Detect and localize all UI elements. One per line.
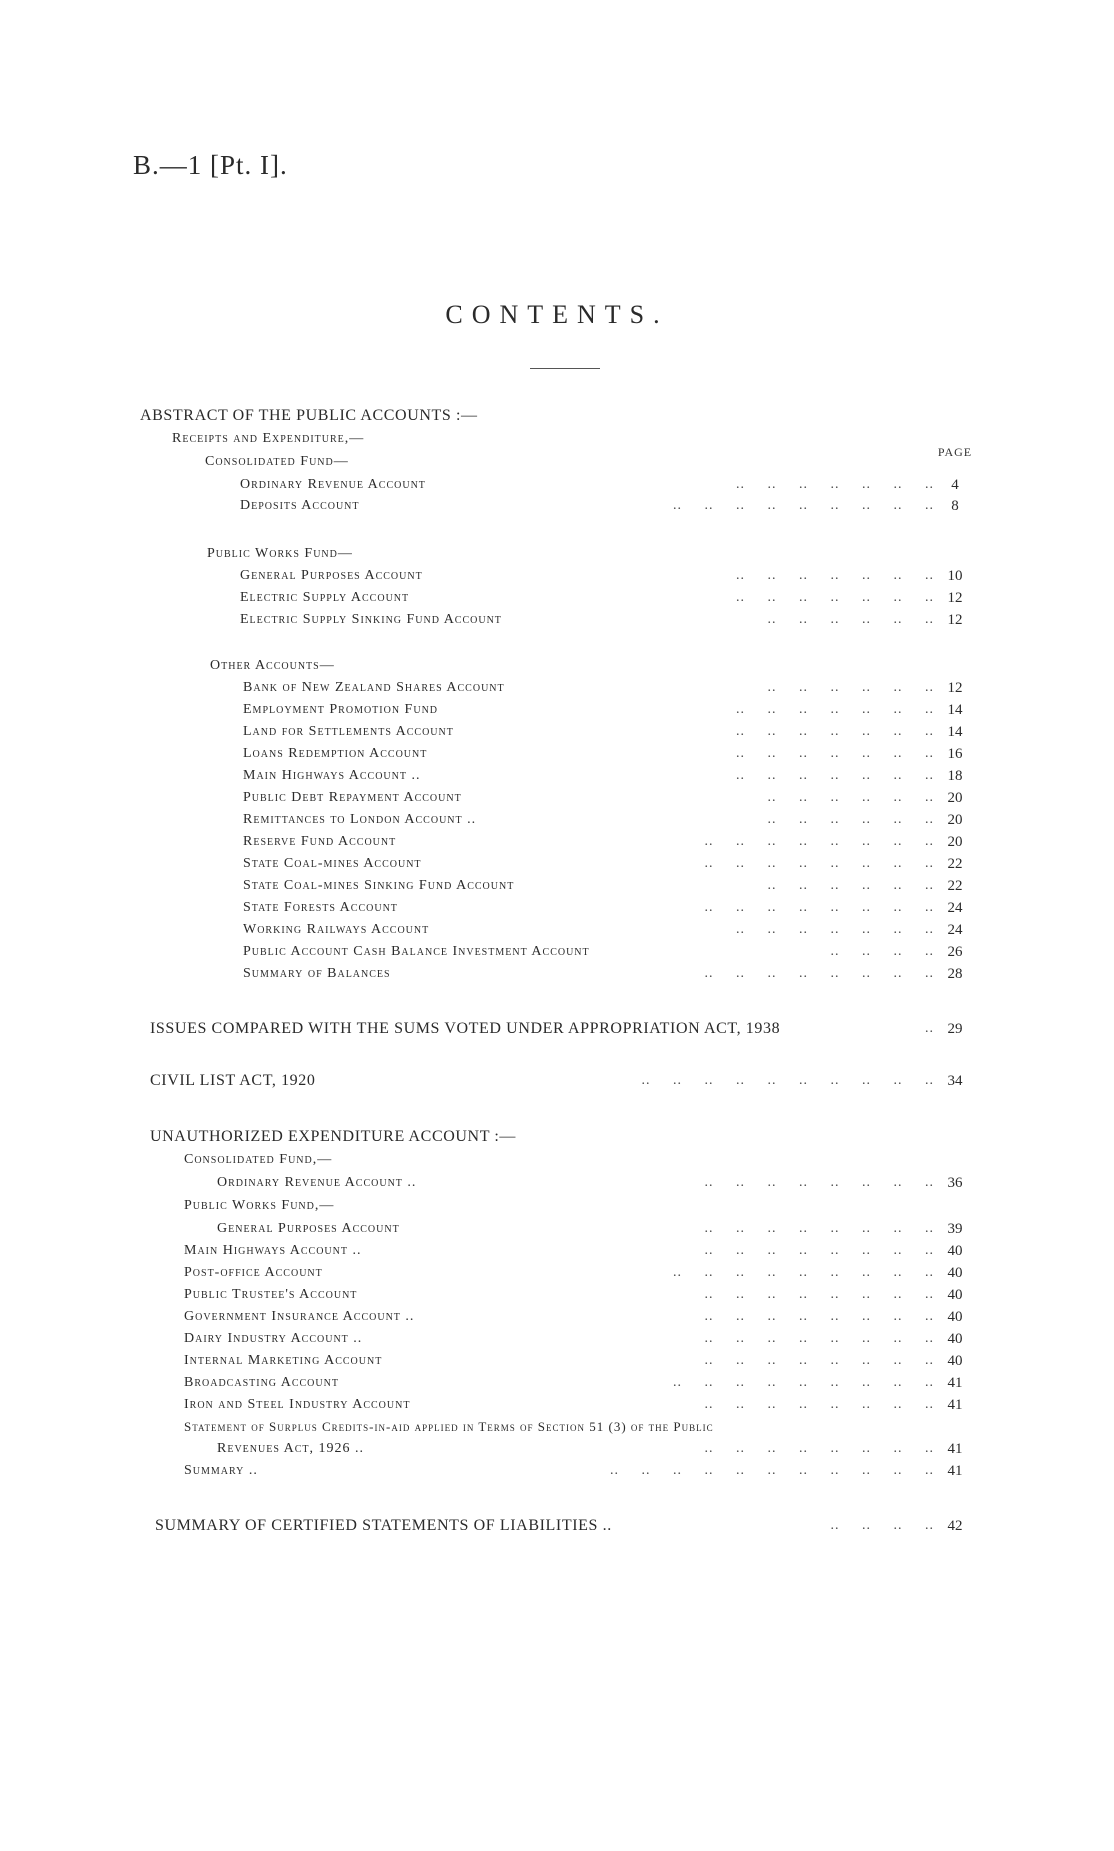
toc-page-number: 34 (947, 1073, 963, 1089)
toc-page-number: 8 (951, 498, 959, 514)
toc-page-number: 41 (947, 1441, 963, 1457)
toc-page-number: 20 (947, 790, 963, 806)
toc-entry[interactable] (0, 587, 1114, 609)
dot-leaders: .. .. .. .. .. .. (767, 680, 934, 695)
toc-entry[interactable] (0, 1460, 1114, 1482)
toc-section-heading: CIVIL LIST ACT, 1920 (150, 1072, 316, 1089)
toc-entry[interactable] (0, 1218, 1114, 1240)
toc-entry (0, 655, 1114, 677)
dot-leaders: .. .. .. .. .. .. .. .. (704, 1287, 934, 1302)
dot-leaders: .. .. .. .. .. .. .. (736, 724, 934, 739)
toc-entry-label: Internal Marketing Account (184, 1353, 383, 1368)
toc-page-number: 40 (947, 1309, 963, 1325)
toc-entry[interactable] (0, 495, 1114, 517)
toc-page-number: 40 (947, 1243, 963, 1259)
toc-entry[interactable] (0, 743, 1114, 765)
toc-page-number: 41 (947, 1397, 963, 1413)
toc-entry-label: Summary of Balances (243, 966, 391, 981)
toc-page-number: 14 (947, 724, 963, 740)
dot-leaders: .. (925, 1021, 934, 1036)
toc-entry-label: Public Trustee's Account (184, 1287, 358, 1302)
toc-entry[interactable] (0, 1018, 1114, 1040)
toc-entry[interactable] (0, 1306, 1114, 1328)
dot-leaders: .. .. .. .. .. .. .. .. .. .. .. (610, 1463, 934, 1478)
toc-entry-label: Public Debt Repayment Account (243, 790, 462, 805)
toc-page-number: 29 (947, 1021, 963, 1037)
toc-section-heading: UNAUTHORIZED EXPENDITURE ACCOUNT :— (150, 1128, 517, 1145)
toc-entry[interactable] (0, 919, 1114, 941)
toc-entry-label: Summary .. (184, 1463, 258, 1478)
dot-leaders: .. .. .. .. .. .. .. .. (704, 1309, 934, 1324)
toc-entry-label: Government Insurance Account .. (184, 1309, 415, 1324)
toc-entry-label: Reserve Fund Account (243, 834, 397, 849)
dot-leaders: .. .. .. .. .. .. .. .. (704, 1331, 934, 1346)
toc-entry[interactable] (0, 565, 1114, 587)
toc-page-number: 28 (947, 966, 963, 982)
toc-entry-label: Revenues Act, 1926 .. (217, 1441, 365, 1456)
toc-entry-label: State Coal-mines Account (243, 856, 422, 871)
toc-entry[interactable] (0, 941, 1114, 963)
title-rule (530, 368, 600, 369)
toc-entry-label: Working Railways Account (243, 922, 430, 937)
dot-leaders: .. .. .. .. .. .. .. .. (704, 834, 934, 849)
toc-entry[interactable] (0, 1262, 1114, 1284)
toc-entry-label: Ordinary Revenue Account .. (217, 1175, 417, 1190)
page-title: CONTENTS. (445, 300, 669, 329)
toc-entry (0, 1416, 1114, 1438)
toc-page-number: 14 (947, 702, 963, 718)
toc-entry-label: Iron and Steel Industry Account (184, 1397, 411, 1412)
toc-entry-label: Electric Supply Sinking Fund Account (240, 612, 502, 627)
toc-entry[interactable] (0, 963, 1114, 985)
dot-leaders: .. .. .. .. .. .. .. (736, 702, 934, 717)
toc-entry[interactable] (0, 1172, 1114, 1194)
dot-leaders: .. .. .. .. .. .. (767, 612, 934, 627)
toc-page-number: 12 (947, 612, 963, 628)
dot-leaders: .. .. .. .. .. .. .. (736, 568, 934, 583)
toc-page-number: 39 (947, 1221, 963, 1237)
toc-entry-label: Public Account Cash Balance Investment Account (243, 944, 590, 959)
toc-page-number: 40 (947, 1265, 963, 1281)
toc-entry[interactable] (0, 1284, 1114, 1306)
toc-subheading: Other Accounts— (210, 658, 335, 673)
toc-page-number: 24 (947, 900, 963, 916)
dot-leaders: .. .. .. .. .. .. .. .. (704, 1243, 934, 1258)
toc-entry (0, 1149, 1114, 1171)
toc-entry-label: Deposits Account (240, 498, 360, 513)
toc-page-number: 40 (947, 1331, 963, 1347)
toc-entry[interactable] (0, 1394, 1114, 1416)
toc-entry (0, 1126, 1114, 1148)
page-column-header: PAGE (937, 445, 973, 459)
toc-entry-label: State Forests Account (243, 900, 398, 915)
dot-leaders: .. .. .. .. .. .. .. .. (704, 1397, 934, 1412)
toc-entry[interactable] (0, 1070, 1114, 1092)
dot-leaders: .. .. .. .. (830, 1518, 934, 1533)
toc-entry[interactable] (0, 1372, 1114, 1394)
toc-entry (0, 1195, 1114, 1217)
toc-page-number: 41 (947, 1375, 963, 1391)
toc-entry[interactable] (0, 809, 1114, 831)
dot-leaders: .. .. .. .. .. .. .. .. .. (673, 1375, 934, 1390)
toc-entry[interactable] (0, 1438, 1114, 1460)
toc-entry[interactable] (0, 677, 1114, 699)
toc-entry[interactable] (0, 875, 1114, 897)
toc-page-number: 12 (947, 680, 963, 696)
toc-entry[interactable] (0, 721, 1114, 743)
toc-page-number: 20 (947, 812, 963, 828)
toc-entry[interactable] (0, 1515, 1114, 1537)
toc-entry (0, 451, 1114, 473)
dot-leaders: .. .. .. .. .. .. .. .. (704, 1221, 934, 1236)
toc-page-number: 40 (947, 1287, 963, 1303)
toc-subheading: Public Works Fund— (207, 546, 353, 561)
toc-entry[interactable] (0, 765, 1114, 787)
toc-entry-label: State Coal-mines Sinking Fund Account (243, 878, 515, 893)
toc-entry-label: Broadcasting Account (184, 1375, 339, 1390)
toc-page-number: 41 (947, 1463, 963, 1479)
document-reference: B.—1 [Pt. I]. (133, 150, 288, 180)
toc-entry (0, 428, 1114, 450)
dot-leaders: .. .. .. .. .. .. .. .. .. (673, 1265, 934, 1280)
toc-subheading: Consolidated Fund— (205, 454, 349, 469)
toc-page-number: 20 (947, 834, 963, 850)
dot-leaders: .. .. .. .. .. .. .. .. (704, 1441, 934, 1456)
toc-entry-label: Main Highways Account .. (184, 1243, 362, 1258)
dot-leaders: .. .. .. .. .. .. .. .. (704, 1175, 934, 1190)
toc-entry-label: Bank of New Zealand Shares Account (243, 680, 505, 695)
toc-entry-label: Main Highways Account .. (243, 768, 421, 783)
toc-page-number: 12 (947, 590, 963, 606)
toc-entry-label: Dairy Industry Account .. (184, 1331, 363, 1346)
dot-leaders: .. .. .. .. .. .. .. .. .. .. (641, 1073, 934, 1088)
toc-entry-label: Employment Promotion Fund (243, 702, 439, 717)
toc-entry (0, 543, 1114, 565)
dot-leaders: .. .. .. .. .. .. (767, 878, 934, 893)
toc-entry-label: Electric Supply Account (240, 590, 410, 605)
toc-page-number: 18 (947, 768, 963, 784)
dot-leaders: .. .. .. .. .. .. .. .. (704, 1353, 934, 1368)
toc-entry-label: Loans Redemption Account (243, 746, 428, 761)
toc-subheading: Consolidated Fund,— (184, 1152, 333, 1167)
toc-subheading: Receipts and Expenditure,— (172, 431, 365, 446)
toc-entry[interactable] (0, 1328, 1114, 1350)
dot-leaders: .. .. .. .. .. .. (767, 812, 934, 827)
dot-leaders: .. .. .. .. .. .. (767, 790, 934, 805)
toc-entry (0, 405, 1114, 427)
toc-entry-label: Remittances to London Account .. (243, 812, 477, 827)
toc-page-number: 40 (947, 1353, 963, 1369)
toc-page-number: 42 (947, 1518, 963, 1534)
toc-entry[interactable] (0, 787, 1114, 809)
toc-page-number: 24 (947, 922, 963, 938)
toc-entry[interactable] (0, 699, 1114, 721)
toc-entry-label: Post-office Account (184, 1265, 323, 1280)
dot-leaders: .. .. .. .. .. .. .. .. (704, 900, 934, 915)
dot-leaders: .. .. .. .. .. .. .. (736, 768, 934, 783)
dot-leaders: .. .. .. .. .. .. .. (736, 590, 934, 605)
toc-section-heading: ABSTRACT OF THE PUBLIC ACCOUNTS :— (140, 407, 478, 424)
dot-leaders: .. .. .. .. .. .. .. (736, 922, 934, 937)
toc-page-number: 10 (947, 568, 963, 584)
toc-entry[interactable] (0, 897, 1114, 919)
dot-leaders: .. .. .. .. (830, 944, 934, 959)
toc-entry[interactable] (0, 853, 1114, 875)
toc-entry-label: Statement of Surplus Credits-in-aid applied in Terms of Section 51 (3) of the Public (184, 1419, 714, 1434)
toc-entry[interactable] (0, 474, 1114, 496)
dot-leaders: .. .. .. .. .. .. .. .. (704, 966, 934, 981)
toc-entry[interactable] (0, 1240, 1114, 1262)
toc-entry-label: Ordinary Revenue Account (240, 477, 426, 492)
toc-entry-label: Land for Settlements Account (243, 724, 454, 739)
toc-page-number: 4 (951, 477, 959, 493)
toc-page-number: 22 (947, 878, 963, 894)
toc-page-number: 22 (947, 856, 963, 872)
toc-page-number: 26 (947, 944, 963, 960)
toc-entry[interactable] (0, 831, 1114, 853)
toc-section-heading: ISSUES COMPARED WITH THE SUMS VOTED UNDER APPROPRIATION ACT, 1938 (150, 1020, 781, 1037)
dot-leaders: .. .. .. .. .. .. .. .. .. (673, 498, 934, 513)
toc-page-number: 16 (947, 746, 963, 762)
dot-leaders: .. .. .. .. .. .. .. .. (704, 856, 934, 871)
toc-section-heading: SUMMARY OF CERTIFIED STATEMENTS OF LIABILITIES .. (155, 1517, 612, 1534)
dot-leaders: .. .. .. .. .. .. .. (736, 746, 934, 761)
toc-entry-label: General Purposes Account (240, 568, 423, 583)
toc-page-number: 36 (947, 1175, 963, 1191)
dot-leaders: .. .. .. .. .. .. .. (736, 477, 934, 492)
toc-subheading: Public Works Fund,— (184, 1198, 335, 1213)
toc-entry-label: General Purposes Account (217, 1221, 400, 1236)
toc-entry[interactable] (0, 609, 1114, 631)
toc-entry[interactable] (0, 1350, 1114, 1372)
